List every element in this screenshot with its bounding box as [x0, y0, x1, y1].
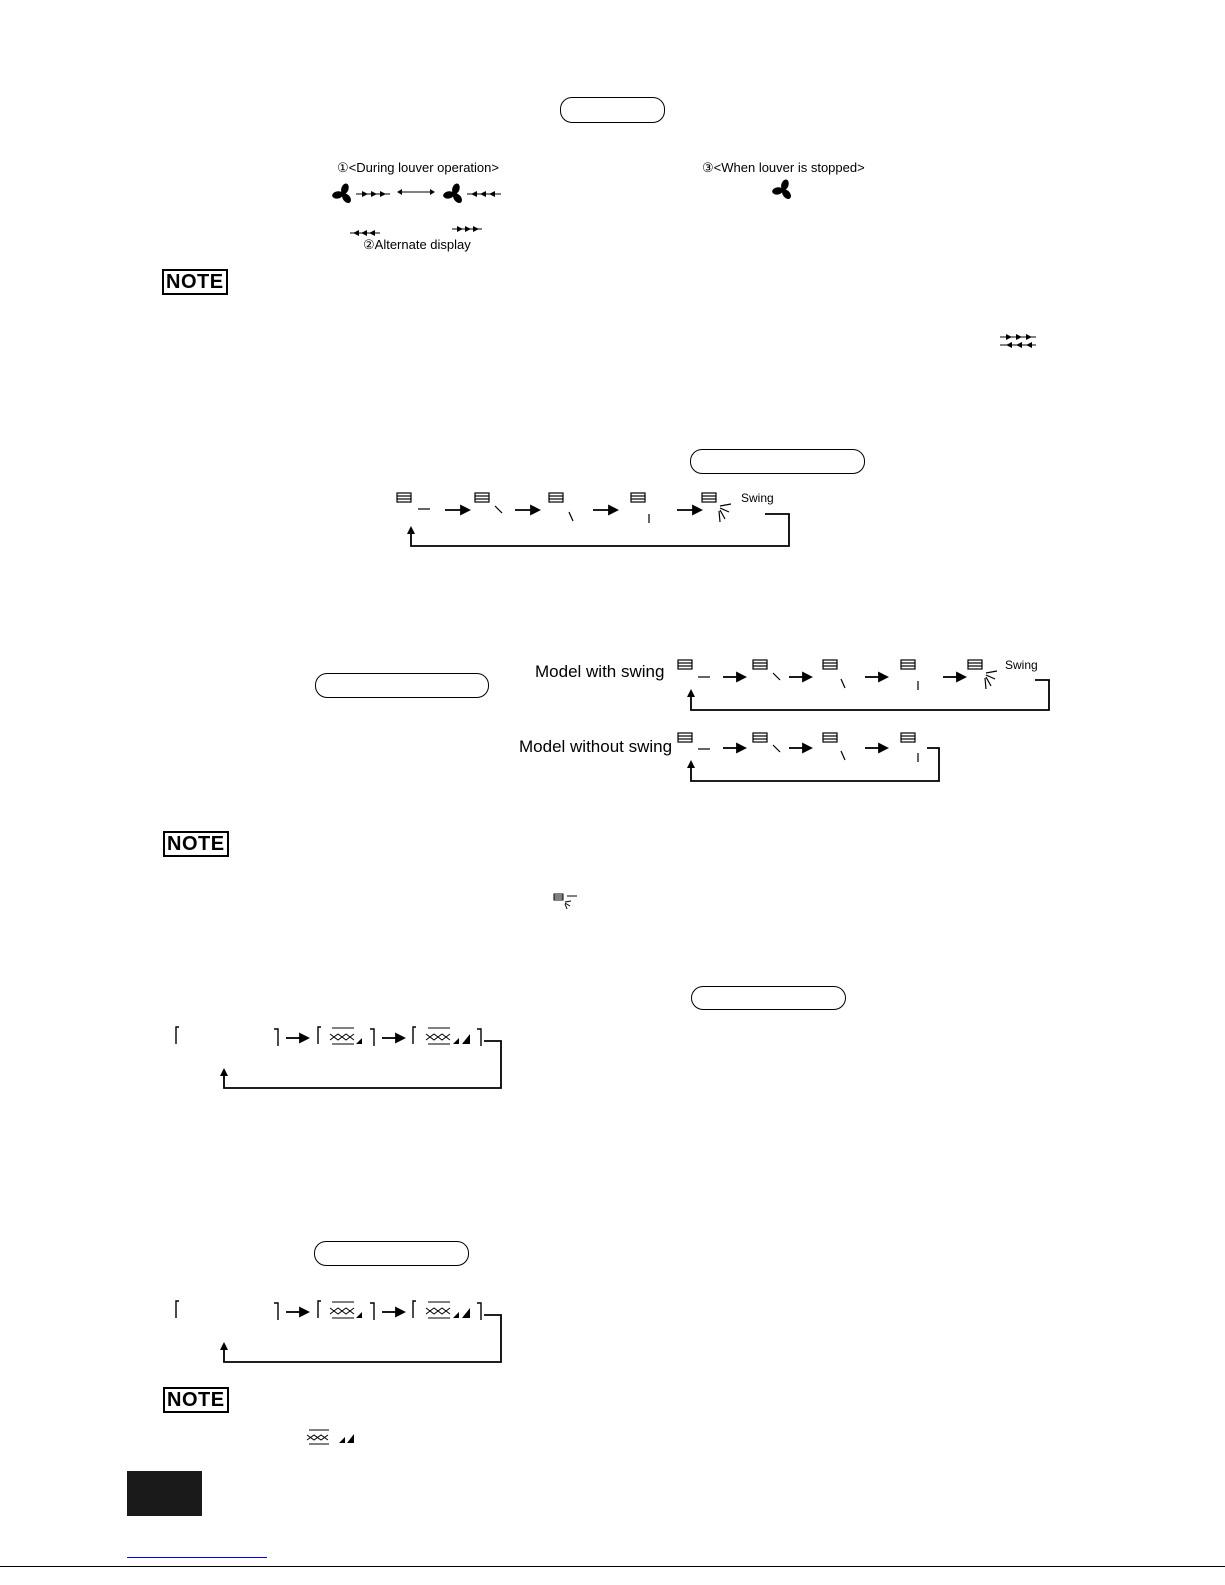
swing-label: Swing	[1005, 658, 1038, 672]
ventilation-icon	[305, 1428, 357, 1446]
airflow-direction-cycle-1	[395, 488, 795, 550]
alternate-display-label: ②Alternate display	[363, 237, 471, 252]
footer-link-underline	[127, 1557, 267, 1558]
louver-operation-label: ①<During louver operation>	[337, 160, 499, 175]
section-tab-pill-4	[691, 986, 846, 1010]
louver-strip-icon	[356, 190, 390, 198]
double-arrow-icon	[397, 188, 435, 196]
section-tab-pill-1	[560, 97, 665, 123]
airflow-direction-cycle-without-swing	[675, 728, 945, 786]
model-with-swing-label: Model with swing	[535, 662, 665, 681]
ventilation-mode-cycle-1	[170, 1024, 510, 1094]
fan-icon	[443, 183, 465, 205]
note-label: NOTE	[163, 831, 229, 857]
fan-icon	[332, 183, 354, 205]
swing-label: Swing	[741, 491, 774, 505]
ventilation-mode-cycle-2	[170, 1298, 510, 1368]
note-label: NOTE	[162, 269, 228, 295]
louver-stopped-label: ③<When louver is stopped>	[702, 160, 865, 175]
model-without-swing-label: Model without swing	[519, 737, 673, 756]
section-tab-pill-5	[314, 1241, 469, 1266]
page-number-box	[127, 1471, 202, 1516]
footer-rule	[0, 1566, 1225, 1567]
airflow-direction-cycle-with-swing	[675, 655, 1055, 715]
section-tab-pill-3	[315, 673, 489, 698]
louver-strip-icon	[350, 229, 380, 237]
louver-swing-icon	[553, 893, 579, 911]
louver-strip-icon	[452, 225, 482, 233]
section-tab-pill-2	[690, 449, 865, 474]
fan-icon	[772, 179, 794, 201]
swing-strip-icon	[1000, 333, 1036, 349]
louver-strip-icon	[467, 190, 501, 198]
note-label: NOTE	[163, 1387, 229, 1413]
